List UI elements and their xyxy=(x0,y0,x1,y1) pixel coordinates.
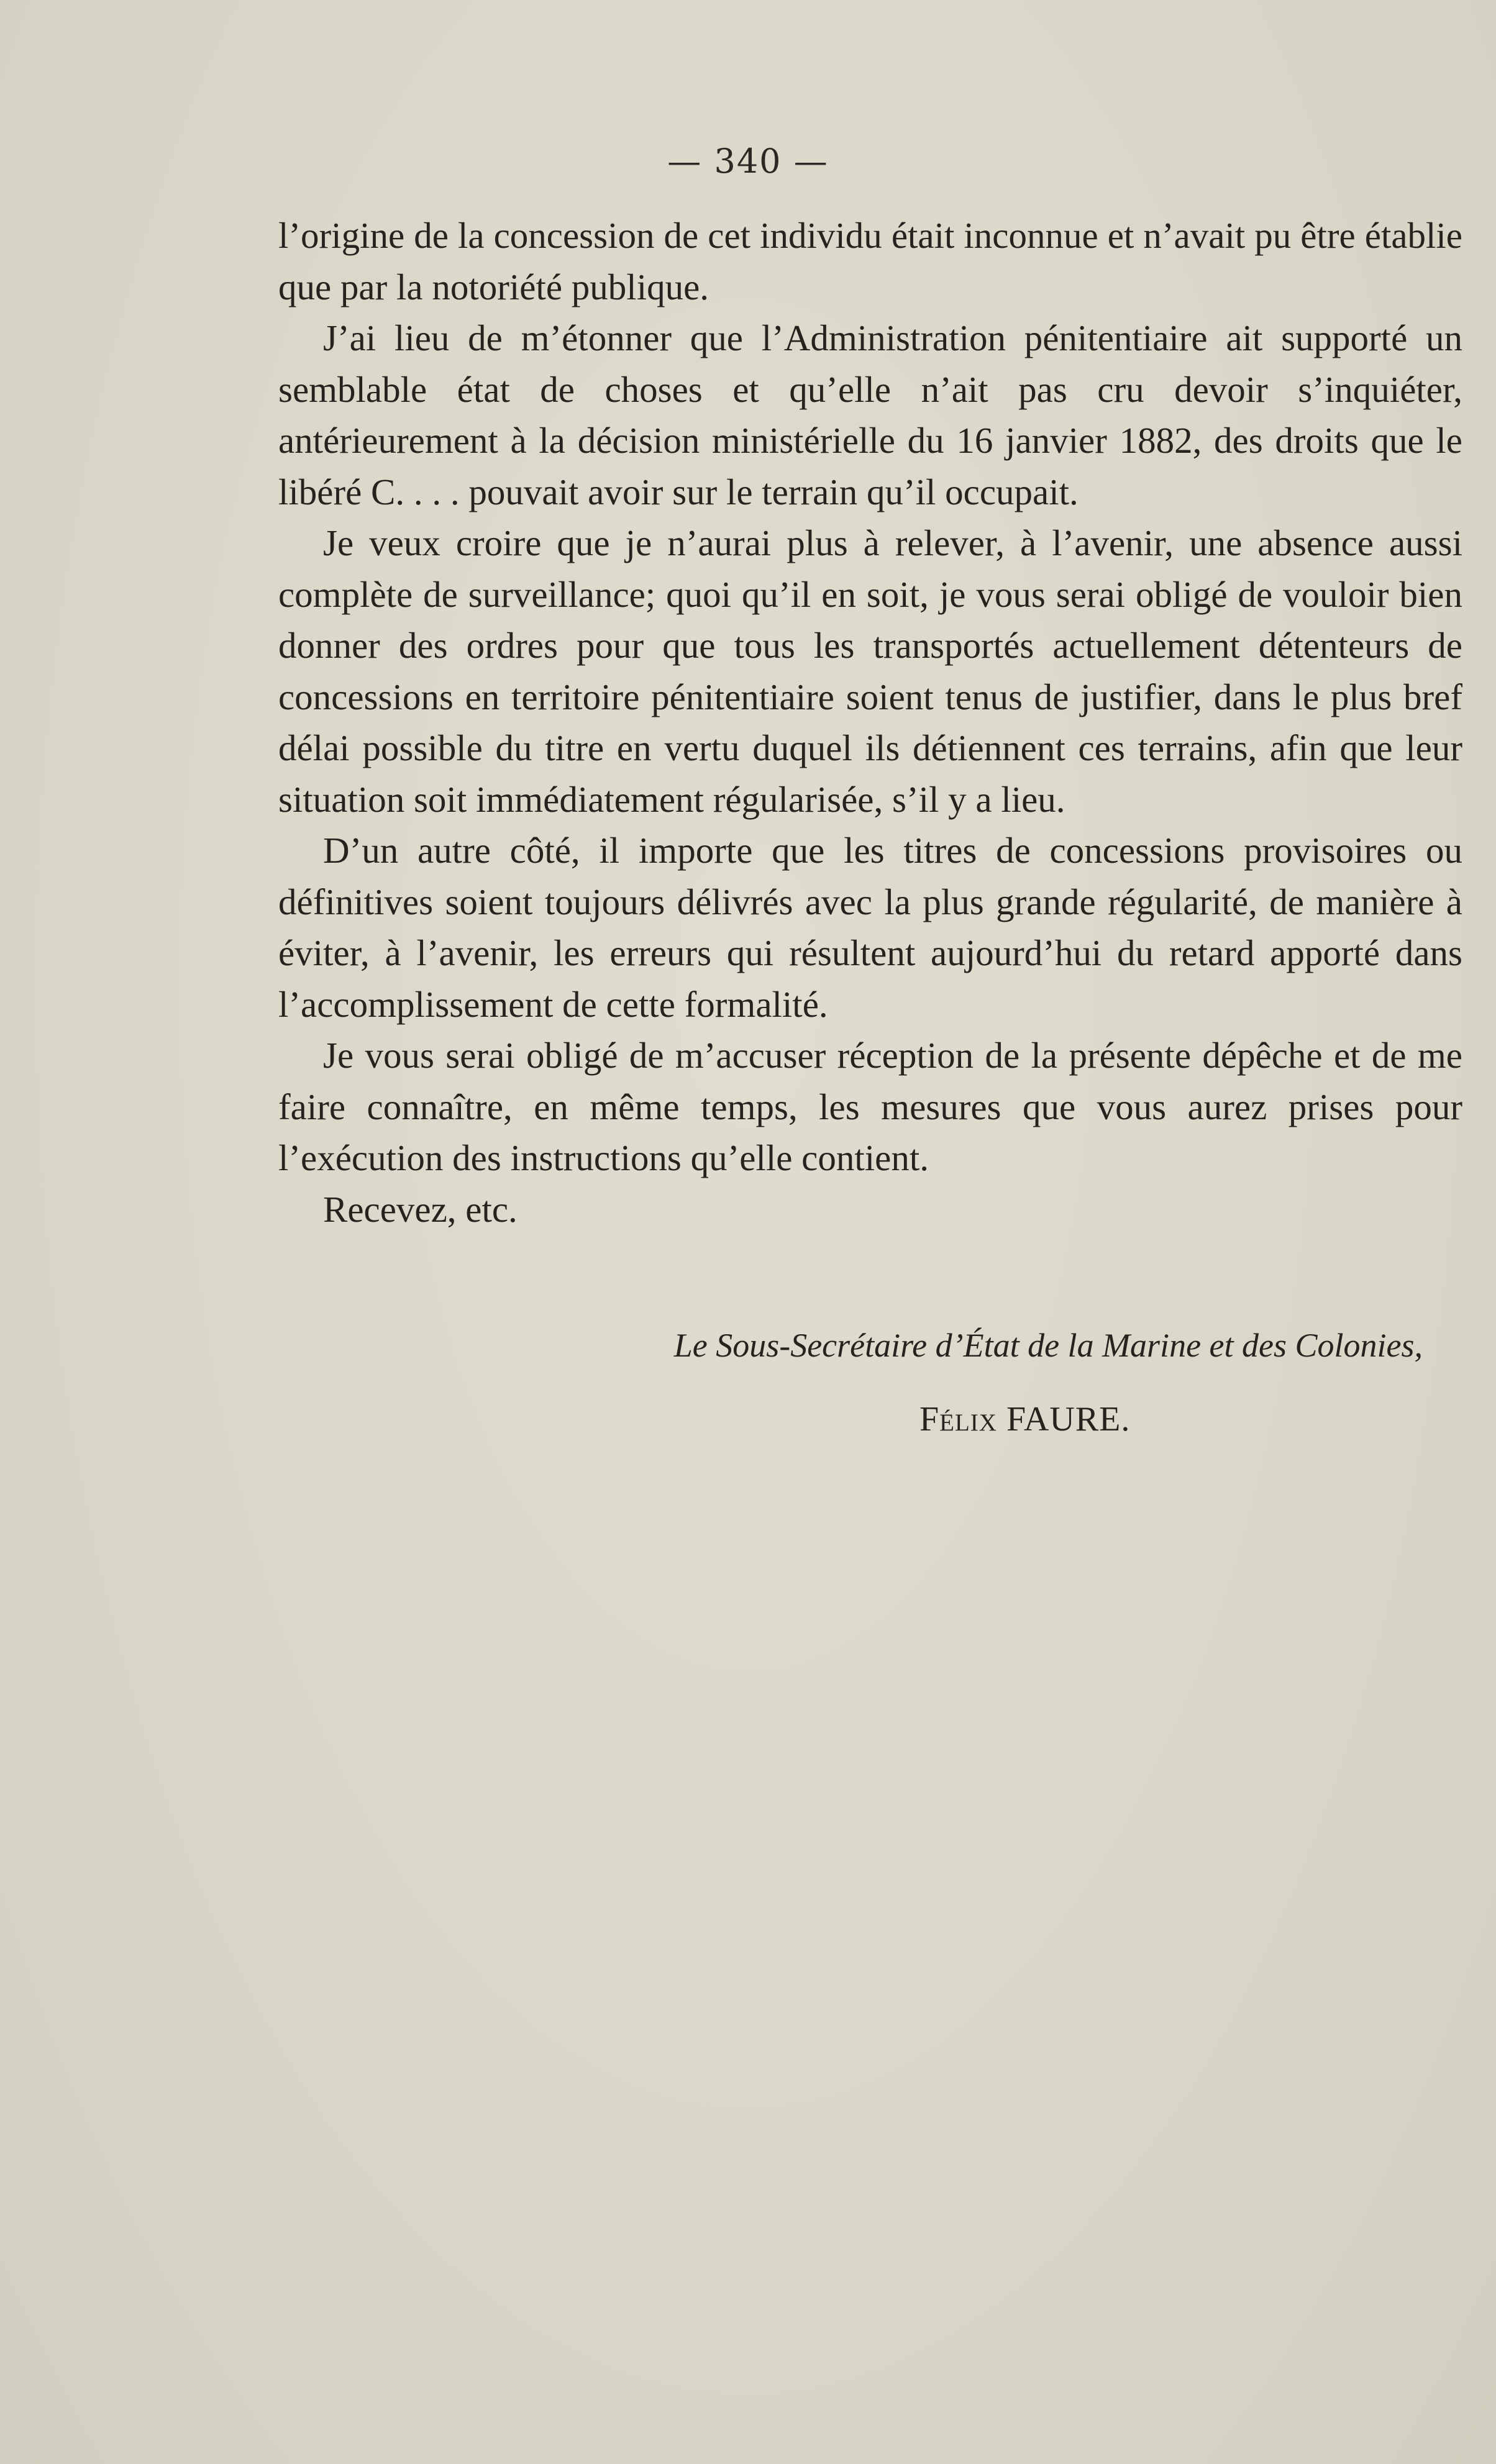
closing-salutation: Recevez, etc. xyxy=(323,1188,518,1230)
letter-body xyxy=(278,210,1462,1235)
paragraph-1: l’origine de la concession de cet individu était inconnue et n’avait pu être établie que par la notoriété publique. xyxy=(278,215,1462,307)
paragraph-5: Je vous serai obligé de m’accuser réception de la présente dépêche et de me faire connaître, en même temps, les mesures que vous aurez prises pour l’exécution des instructions qu’elle contient. xyxy=(278,1035,1462,1178)
page-number: — 340 — xyxy=(667,142,829,181)
signatory-name: Félix FAURE. xyxy=(919,1400,1131,1439)
signatory-title: Le Sous-Secrétaire d’État de la Marine et des Colonies, xyxy=(673,1327,1423,1364)
paragraph-4: D’un autre côté, il importe que les titres de concessions provisoires ou définitives soient toujours délivrés avec la plus grande régularité, de manière à éviter, à l’avenir, les erreurs qui résultent aujourd’hui du retard apporté dans l’accomplissement de cette formalité. xyxy=(278,830,1462,1025)
paragraph-2: J’ai lieu de m’étonner que l’Administration pénitentiaire ait supporté un semblable état de choses et qu’elle n’ait pas cru devoir s’inquiéter, antérieurement à la décision ministérielle du 16 janvier 1882, des droits que le libéré C. . . . pouvait avoir sur le terrain qu’il occupait. xyxy=(278,317,1462,512)
paragraph-3: Je veux croire que je n’aurai plus à relever, à l’avenir, une absence aussi complète de surveillance; quoi qu’il en soit, je vous serai obligé de vouloir bien donner des ordres pour que tous les transportés actuellement détenteurs de concessions en territoire pénitentiaire soient tenus de justifier, dans le plus bref délai possible du titre en vertu duquel ils détiennent ces terrains, afin que leur situation soit immédiatement régularisée, s’il y a lieu. xyxy=(278,522,1462,820)
